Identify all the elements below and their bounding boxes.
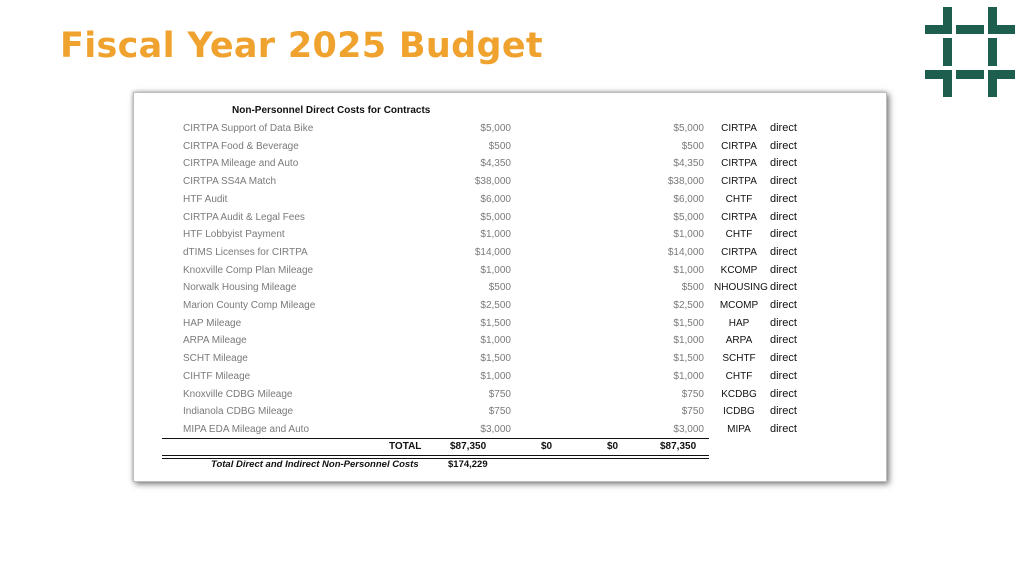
row-description: Marion County Comp Mileage	[183, 300, 316, 311]
table-row	[134, 226, 886, 243]
row-type: direct	[770, 316, 797, 329]
row-description: Knoxville Comp Plan Mileage	[183, 264, 314, 276]
table-row	[134, 332, 886, 349]
row-description: CIRTPA Food & Beverage	[183, 140, 299, 152]
row-code: CIRTPA	[721, 140, 757, 152]
row-description: ARPA Mileage	[183, 335, 247, 347]
row-total: $1,500	[673, 317, 704, 329]
row-code: CIRTPA	[721, 211, 757, 223]
row-total: $500	[681, 282, 704, 294]
row-type: direct	[770, 210, 797, 223]
table-row	[134, 191, 886, 208]
row-total: $6,000	[673, 193, 704, 205]
table-row	[134, 138, 886, 155]
row-code: CIRTPA	[721, 123, 757, 134]
row-total: $750	[681, 388, 704, 400]
row-type: direct	[770, 281, 797, 294]
row-description: HTF Audit	[183, 193, 228, 205]
row-type: direct	[770, 245, 797, 258]
row-type: direct	[770, 175, 797, 188]
row-amount: $4,350	[480, 158, 511, 170]
row-code: MCOMP	[719, 300, 759, 311]
row-description: HTF Lobbyist Payment	[183, 229, 285, 241]
row-type: direct	[770, 299, 797, 311]
table-row	[134, 262, 886, 279]
row-type: direct	[770, 369, 797, 382]
row-total: $4,350	[673, 158, 704, 170]
row-description: dTIMS Licenses for CIRTPA	[183, 246, 308, 258]
row-total: $1,000	[673, 264, 704, 276]
row-total: $3,000	[673, 423, 704, 435]
row-description: Norwalk Housing Mileage	[183, 282, 297, 294]
row-amount: $500	[488, 282, 511, 294]
row-code: CIRTPA	[721, 158, 757, 170]
row-amount: $5,000	[480, 123, 511, 134]
row-amount: $1,000	[480, 370, 511, 382]
row-type: direct	[770, 139, 797, 152]
row-total: $1,000	[673, 335, 704, 347]
row-amount: $750	[488, 406, 511, 418]
total-amount: $87,350	[450, 441, 487, 452]
row-code: CIRTPA	[721, 176, 757, 188]
table-row	[134, 386, 886, 403]
row-type: direct	[770, 387, 797, 400]
row-amount: $1,000	[480, 229, 511, 241]
row-total: $1,000	[673, 370, 704, 382]
row-description: CIRTPA Support of Data Bike	[183, 123, 314, 134]
table-row	[134, 421, 886, 438]
grand-total-amount: $174,229	[448, 459, 488, 470]
row-total: $14,000	[667, 246, 704, 258]
total-label: TOTAL	[389, 441, 422, 452]
row-amount: $5,000	[480, 211, 511, 223]
row-total: $38,000	[667, 176, 704, 188]
total-row	[134, 439, 886, 455]
row-description: CIHTF Mileage	[183, 370, 251, 382]
table-row	[134, 155, 886, 172]
grand-total-row	[134, 457, 886, 473]
row-description: CIRTPA Mileage and Auto	[183, 158, 299, 170]
row-type: direct	[770, 263, 797, 276]
table-row	[134, 209, 886, 226]
row-type: direct	[770, 192, 797, 205]
row-total: $1,000	[673, 229, 704, 241]
row-amount: $3,000	[480, 423, 511, 435]
table-row	[134, 350, 886, 367]
row-code: KCDBG	[721, 388, 757, 400]
row-amount: $38,000	[474, 176, 511, 188]
row-amount: $500	[488, 140, 511, 152]
row-amount: $1,000	[480, 335, 511, 347]
row-code: MIPA	[727, 423, 751, 435]
budget-table-image	[133, 92, 887, 482]
row-type: direct	[770, 352, 797, 365]
table-row	[134, 403, 886, 420]
row-code: CHTF	[725, 193, 753, 205]
row-total: $750	[681, 406, 704, 418]
row-type: direct	[770, 334, 797, 347]
row-code: CHTF	[725, 229, 753, 241]
table-row	[134, 297, 886, 314]
row-type: direct	[770, 422, 797, 435]
section-heading: Non-Personnel Direct Costs for Contracts	[232, 105, 431, 116]
hash-grid-logo-icon	[925, 7, 1015, 97]
row-total: $5,000	[673, 211, 704, 223]
row-code: NHOUSING	[714, 282, 768, 294]
row-description: SCHT Mileage	[183, 353, 248, 365]
row-description: MIPA EDA Mileage and Auto	[183, 423, 310, 435]
table-row	[134, 279, 886, 296]
total-sum: $87,350	[660, 441, 697, 452]
row-code: CHTF	[725, 370, 753, 382]
row-total: $500	[681, 140, 704, 152]
row-amount: $14,000	[474, 246, 511, 258]
row-amount: $6,000	[480, 193, 511, 205]
total-col3: $0	[607, 441, 619, 452]
row-code: KCOMP	[720, 264, 758, 276]
row-type: direct	[770, 122, 797, 134]
row-amount: $1,500	[480, 317, 511, 329]
table-row	[134, 244, 886, 261]
row-amount: $2,500	[480, 300, 511, 311]
row-description: CIRTPA SS4A Match	[183, 176, 277, 188]
total-double-rule-1	[162, 455, 709, 456]
table-row	[134, 315, 886, 332]
row-code: CIRTPA	[721, 246, 757, 258]
row-code: SCHTF	[722, 353, 756, 365]
row-type: direct	[770, 157, 797, 170]
row-total: $5,000	[673, 123, 704, 134]
row-code: HAP	[728, 317, 750, 329]
row-description: Knoxville CDBG Mileage	[183, 388, 293, 400]
row-description: HAP Mileage	[183, 317, 242, 329]
row-total: $1,500	[673, 353, 704, 365]
row-description: CIRTPA Audit & Legal Fees	[183, 211, 305, 223]
table-row	[134, 368, 886, 385]
row-code: ARPA	[725, 335, 753, 347]
row-amount: $1,500	[480, 353, 511, 365]
row-type: direct	[770, 405, 797, 418]
row-amount: $1,000	[480, 264, 511, 276]
grand-total-label: Total Direct and Indirect Non-Personnel Costs	[211, 459, 419, 470]
total-col2: $0	[541, 441, 553, 452]
row-code: ICDBG	[723, 406, 755, 418]
table-row	[134, 120, 886, 137]
table-row	[134, 173, 886, 190]
row-type: direct	[770, 228, 797, 241]
slide-title: Fiscal Year 2025 Budget	[60, 26, 543, 66]
row-description: Indianola CDBG Mileage	[183, 406, 294, 418]
row-amount: $750	[488, 388, 511, 400]
row-total: $2,500	[673, 300, 704, 311]
